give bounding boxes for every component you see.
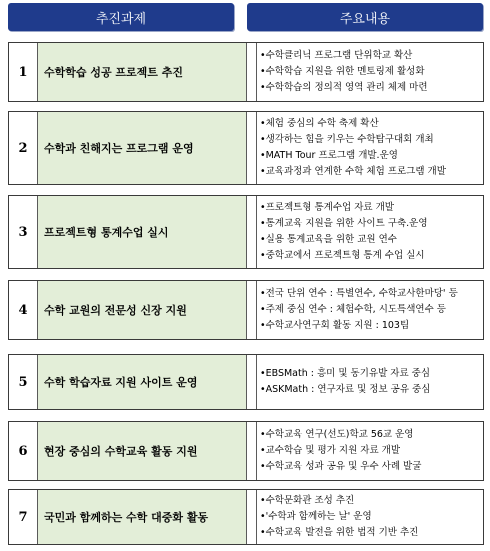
task-item: •수학교사연구회 활동 지원 : 103팀 — [260, 320, 410, 331]
task-items — [257, 281, 483, 339]
task-row-2 — [8, 111, 484, 185]
task-title: 수학 학습자료 지원 사이트 운영 — [38, 355, 247, 409]
task-number: 7 — [9, 490, 38, 544]
task-number: 3 — [9, 196, 38, 268]
header-task: 추진과제 — [8, 3, 234, 31]
task-title: 수학과 친해지는 프로그램 운영 — [38, 112, 247, 184]
task-item: •체험 중심의 수학 축제 확산 — [260, 118, 379, 129]
task-item: •실용 통계교육을 위한 교원 연수 — [260, 234, 397, 245]
row-spacer — [247, 422, 257, 480]
row-spacer — [247, 196, 257, 268]
row-spacer — [247, 355, 257, 409]
task-row-5 — [8, 354, 484, 410]
task-items — [257, 196, 483, 268]
task-item: •프로젝트형 통계수업 자료 개발 — [260, 202, 394, 213]
task-row-1 — [8, 42, 484, 102]
task-item: •전국 단위 연수 : 특별연수, 수학교사한마당' 등 — [260, 288, 458, 299]
task-item: •주제 중심 연수 : 체험수학, 시도특색연수 등 — [260, 304, 446, 315]
task-item: •수학교육 연구(선도)학교 56교 운영 — [260, 429, 414, 440]
task-item: •EBSMath : 흥미 및 동기유발 자료 중심 — [260, 368, 431, 379]
task-item: •수학문화관 조성 추진 — [260, 495, 355, 506]
task-item: •교수학습 및 평가 지원 자료 개발 — [260, 445, 401, 456]
task-row-6 — [8, 421, 484, 481]
task-title: 국민과 함께하는 수학 대중화 활동 — [38, 490, 247, 544]
task-number: 6 — [9, 422, 38, 480]
row-spacer — [247, 43, 257, 101]
task-items — [257, 43, 483, 101]
task-items — [257, 422, 483, 480]
task-number: 4 — [9, 281, 38, 339]
row-spacer — [247, 112, 257, 184]
task-item: •통계교육 지원을 위한 사이트 구축.운영 — [260, 218, 428, 229]
task-number: 2 — [9, 112, 38, 184]
task-items — [257, 490, 483, 544]
task-item: •수학교육 발전을 위한 법적 기반 추진 — [260, 527, 419, 538]
header-content: 주요내용 — [247, 3, 483, 31]
task-item: •교육과정과 연계한 수학 체험 프로그램 개발 — [260, 166, 446, 177]
task-row-7 — [8, 489, 484, 545]
task-row-4 — [8, 280, 484, 340]
task-number: 1 — [9, 43, 38, 101]
task-item: •중학교에서 프로젝트형 통계 수업 실시 — [260, 250, 425, 261]
task-row-3 — [8, 195, 484, 269]
task-item: •생각하는 힘을 키우는 수학탐구대회 개최 — [260, 134, 434, 145]
row-spacer — [247, 281, 257, 339]
task-title: 수학 교원의 전문성 신장 지원 — [38, 281, 247, 339]
task-number: 5 — [9, 355, 38, 409]
task-title: 프로젝트형 통계수업 실시 — [38, 196, 247, 268]
task-title: 현장 중심의 수학교육 활동 지원 — [38, 422, 247, 480]
task-title: 수학학습 성공 프로젝트 추진 — [38, 43, 247, 101]
row-spacer — [247, 490, 257, 544]
task-items — [257, 112, 483, 184]
task-item: •'수학과 함께하는 날' 운영 — [260, 511, 372, 522]
task-item: •수학클리닉 프로그램 단위학교 확산 — [260, 50, 413, 61]
task-item: •수학학습의 정의적 영역 관리 체제 마련 — [260, 82, 428, 93]
task-items — [257, 355, 483, 409]
task-item: •MATH Tour 프로그램 개발.운영 — [260, 150, 398, 161]
task-item: •ASKMath : 연구자료 및 정보 공유 중심 — [260, 384, 431, 395]
task-item: •수학교육 성과 공유 및 우수 사례 발굴 — [260, 461, 422, 472]
task-item: •수학학습 지원을 위한 멘토링제 활성화 — [260, 66, 425, 77]
